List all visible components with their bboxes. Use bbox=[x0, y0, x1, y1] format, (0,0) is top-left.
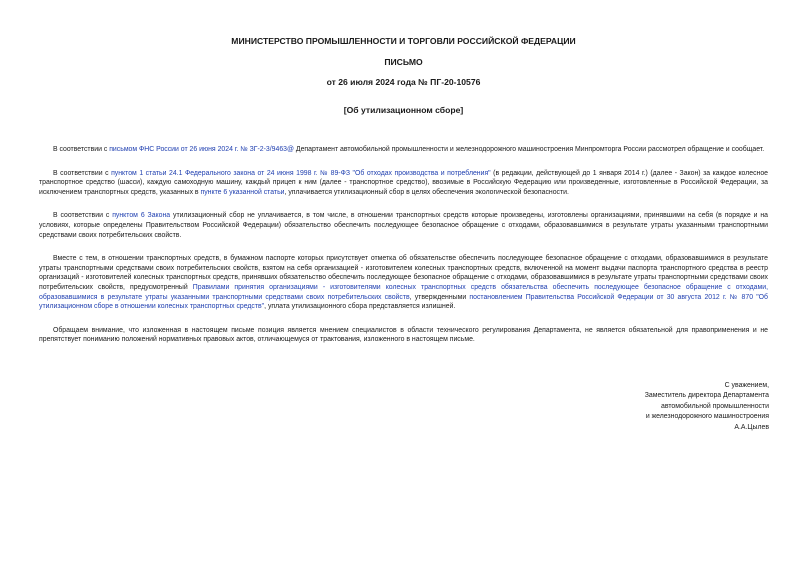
federal-law-article-link[interactable]: пунктом 1 статьи 24.1 Федерального закона от 24 июня 1998 г. № 89-ФЗ "Об отходах производства и потребления" bbox=[111, 169, 491, 177]
paragraph-text: Обращаем внимание, что изложенная в настоящем письме позиция является мнением специалистов в области технического регулирования Департамента, не является обязательной для правоприменения и не препятствует пониманию положений нормативных правовых актов, отличающемуся от трактования, изложенного в настоящем письме. bbox=[39, 326, 768, 344]
signature-position-line: и железнодорожного машиностроения bbox=[645, 413, 769, 421]
law-point-6-link[interactable]: пунктом 6 Закона bbox=[112, 212, 171, 220]
paragraph-2 bbox=[39, 169, 768, 198]
article-point-6-link[interactable]: пункте 6 указанной статьи bbox=[200, 188, 285, 196]
letter-body bbox=[39, 145, 768, 345]
signature-position-line: Заместитель директора Департамента bbox=[644, 392, 769, 400]
paragraph-5 bbox=[39, 326, 768, 345]
paragraph-text: , уплата утилизационного сбора представляется излишней. bbox=[264, 303, 456, 311]
document-date-number: от 26 июля 2024 года № ПГ-20-10576 bbox=[326, 77, 481, 87]
paragraph-1 bbox=[39, 145, 768, 155]
document-subject: [Об утилизационном сборе] bbox=[343, 105, 464, 115]
paragraph-text: утилизационный сбор не уплачивается, в том числе, в отношении транспортных средств которые произведены, изготовлены организациями, принявшими на себя (в порядке и на условиях, которые определены Правительством Российской Федерации) обязательство обеспечить последующее безопасное обращение с отходами, образовавшимися в результате утраты указанными транспортными средствами своих потребительских свойств. bbox=[39, 212, 768, 239]
paragraph-3 bbox=[39, 211, 768, 240]
signature-closing: С уважением, bbox=[724, 382, 769, 389]
paragraph-text: В соответствии с bbox=[53, 146, 110, 153]
signature-position-line: автомобильной промышленности bbox=[661, 402, 769, 410]
signatory-name: А.А.Цылев bbox=[734, 423, 769, 431]
paragraph-text: (в редакции, действующей до 1 января 2014 г.) (далее - Закон) за каждое колесное транспортное средство (шасси), каждую самоходную машину, каждый прицеп к ним (далее - транспортное средство), ввозимые в Российскую Федерацию или произведенные, изготовленные в Российской Федерации, за исключением транспортных средств, указанных в bbox=[39, 169, 769, 196]
paragraph-text: В соответствии с bbox=[53, 169, 112, 177]
document-type: ПИСЬМО bbox=[384, 57, 423, 67]
paragraph-4 bbox=[39, 254, 768, 312]
fns-letter-link[interactable]: письмом ФНС России от 26 июня 2024 г. № ЗГ-2-3/9463@ bbox=[109, 146, 295, 153]
paragraph-text: Вместе с тем, в отношении транспортных средств, в бумажном паспорте которых присутствует отметка об обязательстве обеспечить последующее безопасное обращение с отходами, образовавшимися в результате утраты транспортными средствами своих потребительских свойств, взятом на себя организацией - изготовителем колесных транспортных средств, включенной на момент выдачи паспорта транспортного средства в реестр организаций - изготовителей колесных транспортных средств, принявших обязательство обеспечить последующее безопасное обращение с отходами, образовавшимися в результате утраты транспортными средствами своих потребительских свойств, предусмотренный bbox=[39, 255, 768, 291]
government-resolution-link[interactable]: постановлением Правительства Российской Федерации от 30 августа 2012 г. № 870 "Об утилизационном сборе в отношении колесных транспортных средств" bbox=[39, 293, 768, 311]
signature-block bbox=[645, 381, 769, 433]
paragraph-text: Департамент автомобильной промышленности и железнодорожного машиностроения Минпромторга России рассмотрел обращение и сообщает. bbox=[294, 146, 765, 153]
paragraph-text: , утвержденными bbox=[409, 293, 470, 301]
rules-link[interactable]: Правилами принятия организациями - изготовителями колесных транспортных средств обязательства обеспечить последующее безопасное обращение с отходами, образовавшимися в результате утраты указанными транспортными средствами своих потребительских свойств bbox=[39, 283, 768, 301]
paragraph-text: В соответствии с bbox=[53, 212, 113, 220]
paragraph-text: , уплачивается утилизационный сбор в целях обеспечения экологической безопасности. bbox=[284, 188, 569, 196]
ministry-title: МИНИСТЕРСТВО ПРОМЫШЛЕННОСТИ И ТОРГОВЛИ РОССИЙСКОЙ ФЕДЕРАЦИИ bbox=[231, 36, 576, 46]
